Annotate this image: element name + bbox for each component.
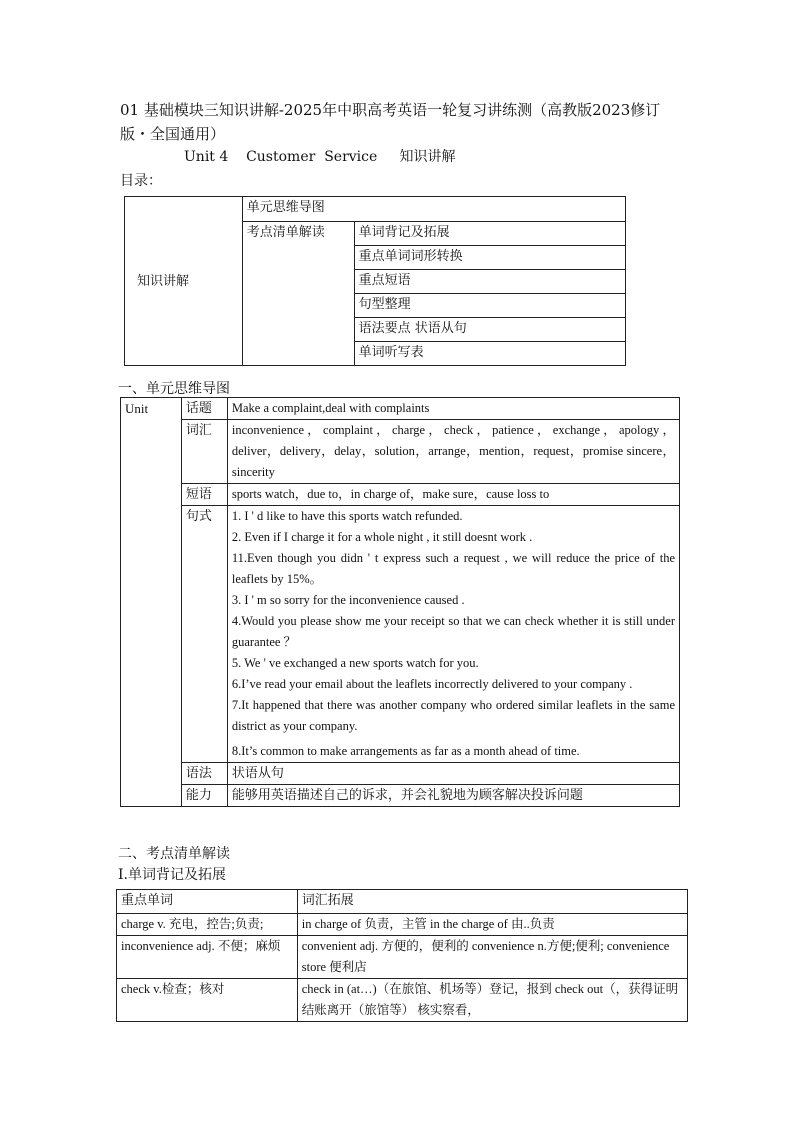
vocab-word: check v.检查；核对 [117, 979, 298, 1022]
sentence-item: 1. I ' d like to have this sports watch refunded. [231, 509, 463, 523]
ability-value: 能够用英语描述自己的诉求，并会礼貌地为顾客解决投诉问题 [227, 785, 679, 807]
toc-left-cell: 知识讲解 [125, 197, 243, 366]
sentence-item: 11.Even though you didn ' t express such a request , we will reduce the price of the leaflets by 15%。 [231, 551, 675, 586]
document-title: 01 基础模块三知识讲解-2025年中职高考英语一轮复习讲练测（高教版2023修订版・全国通用） [120, 101, 661, 143]
vocab-ext: convenient adj. 方便的，便利的 convenience n.方便;便利; convenience store 便利店 [297, 936, 687, 979]
vocab-word: inconvenience adj. 不便；麻烦 [117, 936, 298, 979]
toc-checklist: 考点清单解读 [242, 222, 354, 366]
unit-cell: Unit [121, 398, 182, 807]
sentence-item: 8.It’s common to make arrangements as far as a month ahead of time. [231, 744, 580, 758]
phrase-value: sports watch，due to，in charge of，make sure，cause loss to [227, 484, 679, 506]
vocab-label: 词汇 [181, 420, 227, 484]
toc-item: 单词背记及拓展 [354, 222, 625, 246]
toc-label: 目录： [120, 173, 162, 189]
section1-heading: 一、单元思维导图 [118, 381, 230, 397]
sentence-item: 3. I ' m so sorry for the inconvenience caused . [231, 593, 465, 607]
toc-item: 重点单词词形转换 [354, 246, 625, 270]
mindmap-table [120, 397, 680, 807]
toc-item: 语法要点 状语从句 [354, 318, 625, 342]
topic-value: Make a complaint,deal with complaints [227, 398, 679, 420]
topic-label: 话题 [181, 398, 227, 420]
sentence-item: 4.Would you please show me your receipt so that we can check whether it is still under guarantee ？ [231, 614, 675, 649]
vocab-ext: in charge of 负责，主管 in the charge of 由..负责 [297, 914, 687, 936]
section2-heading: 二、考点清单解读 [118, 846, 230, 862]
toc-item: 单词听写表 [354, 342, 625, 366]
sentence-item: 7.It happened that there was another company who ordered similar leaflets in the same district as your company. [231, 698, 675, 733]
vocab-word: charge v. 充电，控告;负责; [117, 914, 298, 936]
col-header-word: 重点单词 [117, 890, 298, 914]
sentence-item: 6.I’ve read your email about the leaflets incorrectly delivered to your company . [231, 677, 633, 691]
toc-table [124, 196, 626, 366]
unit-subtitle: Unit 4 Customer Service 知识讲解 [184, 149, 456, 165]
sentence-list [227, 506, 679, 763]
vocab-ext: check in (at…)（在旅馆、机场等）登记，报到 check out（，获得证明结账离开（旅馆等） 核实察看， [297, 979, 687, 1022]
toc-item: 句型整理 [354, 294, 625, 318]
vocab-value: inconvenience，complaint，charge，check，patience，exchange，apology，deliver，delivery，delay，solution，arrange，mention，request，promise sincere，sincerity [227, 420, 679, 484]
col-header-ext: 词汇拓展 [297, 890, 687, 914]
grammar-value: 状语从句 [227, 763, 679, 785]
toc-item: 重点短语 [354, 270, 625, 294]
phrase-label: 短语 [181, 484, 227, 506]
section2-subheading: I.单词背记及拓展 [118, 867, 226, 883]
vocab-table [116, 889, 688, 1022]
toc-mindmap: 单元思维导图 [242, 197, 625, 222]
ability-label: 能力 [181, 785, 227, 807]
grammar-label: 语法 [181, 763, 227, 785]
sentence-label: 句式 [181, 506, 227, 763]
sentence-item: 5. We ' ve exchanged a new sports watch for you. [231, 656, 479, 670]
sentence-item: 2. Even if I charge it for a whole night , it still doesnt work . [231, 530, 533, 544]
